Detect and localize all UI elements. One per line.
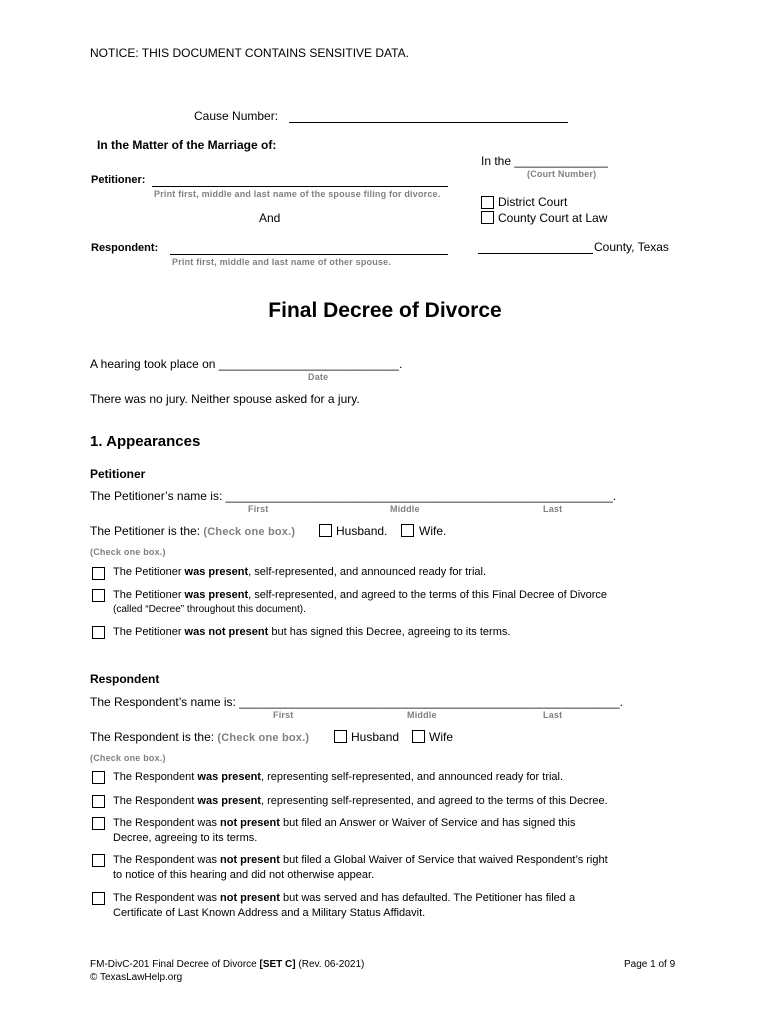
petitioner-check-one-inline: (Check one box.) [203,526,296,538]
respondent-is-the-label [90,730,309,744]
county-court-label: County Court at Law [498,211,608,225]
respondent-label: Respondent: [91,242,159,254]
petitioner-option-checkbox[interactable] [92,589,105,602]
petitioner-last-hint: Last [543,504,563,514]
hearing-date-line[interactable]: A hearing took place on ___________________________. [90,357,403,371]
respondent-option-checkbox[interactable] [92,817,105,830]
respondent-last-hint: Last [543,710,563,720]
section-appearances-heading: 1. Appearances [90,433,201,450]
petitioner-is-the-text: The Petitioner is the: [90,524,201,538]
respondent-option-checkbox[interactable] [92,892,105,905]
respondent-option-checkbox[interactable] [92,795,105,808]
petitioner-wife-label: Wife. [419,524,447,538]
petitioner-option-text-continued: (called “Decree” throughout this document). [113,604,306,615]
respondent-option-text: The Respondent was present, representing self-represented, and agreed to the terms of this Decree. [113,795,608,807]
respondent-option-text: The Respondent was not present but was served and has defaulted. The Petitioner has filed a [113,892,576,904]
petitioner-middle-hint: Middle [390,504,420,514]
petitioner-name-line[interactable]: The Petitioner’s name is: __________________________________________________________. [90,489,617,503]
district-court-label: District Court [498,195,568,209]
respondent-option-text-continued: to notice of this hearing and did not otherwise appear. [113,869,375,881]
footer-copyright: © TexasLawHelp.org [90,972,183,983]
petitioner-check-one-note: (Check one box.) [90,547,166,557]
court-number-hint: (Court Number) [527,169,597,179]
respondent-wife-label: Wife [429,730,453,744]
respondent-name-hint: Print first, middle and last name of other spouse. [172,257,392,267]
respondent-option-text: The Respondent was not present but filed an Answer or Waiver of Service and has signed this [113,817,576,829]
county-court-checkbox[interactable] [481,211,494,224]
sensitive-data-notice: NOTICE: THIS DOCUMENT CONTAINS SENSITIVE DATA. [90,46,409,60]
petitioner-option-text: The Petitioner was not present but has signed this Decree, agreeing to its terms. [113,626,511,638]
respondent-name-line[interactable]: The Respondent’s name is: _________________________________________________________. [90,695,623,709]
hearing-date-hint: Date [308,372,329,382]
document-title: Final Decree of Divorce [268,299,502,322]
respondent-husband-checkbox[interactable] [334,730,347,743]
county-name-field[interactable] [478,253,593,254]
court-number-blank[interactable]: ______________ [514,154,608,168]
respondent-check-one-inline: (Check one box.) [217,732,310,744]
cause-number-field[interactable] [289,122,568,123]
cause-number-label: Cause Number: [194,109,279,123]
petitioner-option-checkbox[interactable] [92,626,105,639]
respondent-wife-checkbox[interactable] [412,730,425,743]
petitioner-subheading: Petitioner [90,467,146,481]
footer-page-number: Page 1 of 9 [624,959,676,970]
petitioner-option-checkbox[interactable] [92,567,105,580]
petitioner-name-hint: Print first, middle and last name of the spouse filing for divorce. [154,189,441,199]
petitioner-option-text: The Petitioner was present, self-represented, and agreed to the terms of this Final Decree of Divorce [113,589,608,601]
respondent-option-checkbox[interactable] [92,854,105,867]
respondent-option-text: The Respondent was not present but filed a Global Waiver of Service that waived Respondent’s right [113,854,608,866]
county-texas-label: County, Texas [594,240,669,254]
and-label: And [259,211,281,225]
petitioner-name-field[interactable] [152,186,448,187]
petitioner-label: Petitioner: [91,174,146,186]
in-the-text: In the [481,154,512,168]
respondent-name-field[interactable] [170,254,448,255]
respondent-option-text: The Respondent was present, representing self-represented, and announced ready for trial. [113,771,564,783]
respondent-check-one-note: (Check one box.) [90,753,166,763]
petitioner-first-hint: First [248,504,269,514]
petitioner-wife-checkbox[interactable] [401,524,414,537]
footer-form-id: FM-DivC-201 Final Decree of Divorce [SET C] (Rev. 06-2021) [90,959,365,970]
petitioner-husband-checkbox[interactable] [319,524,332,537]
petitioner-option-text: The Petitioner was present, self-represented, and announced ready for trial. [113,566,487,578]
respondent-subheading: Respondent [90,672,160,686]
respondent-husband-label: Husband [351,730,400,744]
respondent-option-checkbox[interactable] [92,771,105,784]
respondent-option-text-continued: Decree, agreeing to its terms. [113,832,258,844]
matter-title: In the Matter of the Marriage of: [97,138,277,152]
in-the-label [481,154,608,168]
district-court-checkbox[interactable] [481,196,494,209]
respondent-option-text-continued: Certificate of Last Known Address and a Military Status Affidavit. [113,907,426,919]
respondent-is-the-text: The Respondent is the: [90,730,215,744]
petitioner-husband-label: Husband. [336,524,388,538]
respondent-first-hint: First [273,710,294,720]
no-jury-statement: There was no jury. Neither spouse asked for a jury. [90,392,360,406]
petitioner-is-the-label [90,524,295,538]
respondent-middle-hint: Middle [407,710,437,720]
